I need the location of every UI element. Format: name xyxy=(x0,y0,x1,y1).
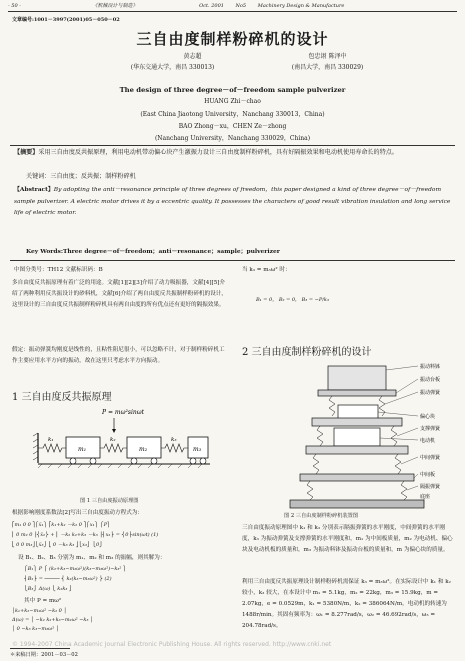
label-support-spring: 支撑弹簧 xyxy=(420,426,441,432)
keywords-cn-label: 关键词： xyxy=(26,173,51,180)
figure-2-diagram xyxy=(246,360,458,510)
spring-k2-label: k₂ xyxy=(110,437,116,443)
spring-k2 xyxy=(100,444,127,452)
equation-4: B₁ = 0， B₂ = 0， B₃ = −P/k₃ xyxy=(256,297,329,303)
base xyxy=(290,500,424,508)
label-middle-spring: 中间弹簧 xyxy=(420,455,441,461)
rollers xyxy=(70,458,206,464)
abstract-en xyxy=(14,184,452,220)
right-column-paragraph-2: 利用三自由度反共振原理设计制样粉碎机需保证 k₃ = m₃ω²。在实际设计中 k₁ 和 k₂ 较小，k₃ 较大，在本设计中 m₁ = 5.1kg，m₂ = 22kg，m₃ = 15.9kg，m = 2.07kg，e = 0.0529m，k₁ = 5380N/m，k₂ = 386064N/m，电动机的转速为1488r/min。其固有频率为：ω₁ = 8.277rad/s，ω₂ = 46.692rad/s，ω₃ = 204.78rad/s。 xyxy=(242,579,451,629)
keywords-en-label: Key Words: xyxy=(26,248,63,255)
figure-1-caption: 图 1 三自由度振动原理图 xyxy=(80,498,139,504)
mass-m3-label: m₃ xyxy=(193,446,202,453)
label-middle-plate: 中间板 xyxy=(420,472,436,478)
assumption-paragraph: 假定：振动弹簧均刚度是线性的，且粘性阻尼很小，可以忽略不计，对于制样粉碎机工作主要应用水平方向的振动，故在这里只考虑水平方向振动。 xyxy=(12,347,225,364)
running-header xyxy=(8,2,457,9)
isolation-springs xyxy=(307,481,407,500)
label-vibration-spring: 振动弹簧 xyxy=(420,390,441,396)
affil-en-2: (Nanchang University，Nanchang 330029，China) xyxy=(154,135,311,142)
equation-3-row-2: Δ(ω) = │ −k₂ k₂+k₃−m₂ω² −k₃ │ xyxy=(12,617,94,623)
mass-m2-label: m₂ xyxy=(139,446,148,453)
abstract-cn xyxy=(14,147,452,159)
equation-3-row-1: │k₁+k₂−m₁ω² −k₂ 0 │ xyxy=(12,608,67,614)
abstract-cn-text: 采用三自由度反共振原理，利用电动机带动偏心块产生激振力设计三自由度制样粉碎机，具有好隔振效果和电动机使用寿命长的特点。 xyxy=(38,149,398,156)
affil-en-1: (East China Jiaotong University，Nanchang 330013，China) xyxy=(140,111,325,118)
article-number: 文章编号:1001－3997(2001)05－050－02 xyxy=(12,17,120,23)
electric-motor xyxy=(334,428,380,446)
journal-title-en: Machinery Design & Manufacture xyxy=(257,3,345,9)
abstract-en-label: 【Abstract】 xyxy=(14,186,54,193)
solution-intro: 设 B₁、B₂、B₃ 分别为 m₁、m₂ 和 m₃ 的振幅，则其解为： xyxy=(18,555,166,561)
classification-number: 中图分类号：TH12 文献标识码：B xyxy=(14,267,103,273)
footnote-rule xyxy=(10,648,70,649)
condition-text: 当 k₃ = m₃ω² 时： xyxy=(242,267,291,273)
right-column-paragraph-1: 三自由度振动原理图中 k₁ 和 k₃ 分别表示隔振弹簧的水平刚度，中间弹簧的水平刚度，k₃ 为振动弹簧及支撑弹簧的水平刚度和，m₁ 为中间板质量，m₂ 为电动机、偏心块及电动机板的质量和，m₃ 为振动料钵及振动台板的质量和，m 为偏心块的质量。 xyxy=(242,525,453,553)
label-motor: 电动机 xyxy=(420,438,436,444)
journal-title-cn: 《机械设计与制造》 xyxy=(92,3,138,9)
intro-paragraph: 多自由度反共振原理有着广泛的用途。文献[1][2][3]介绍了动力吸振器，文献[4][5]介绍了两种利用反共振设计的砂料机，文献[6]介绍了两自由度反共振制样粉碎机的设计，这里设计的三自由度反共振制样粉碎机具有两自由度的所有优点还有更好的隔振效果。 xyxy=(12,280,227,308)
spring-k3 xyxy=(161,444,188,452)
spring-k3-label: k₃ xyxy=(171,437,177,443)
equation-1-row-2: ⎢ 0 m₂ 0 ⎥⎨ẍ₂⎬ + ⎢ －k₂ k₂+k₃ －k₃ ⎥⎨x₂⎬ = ⎨0⎬sin(ωt) (1) xyxy=(12,532,159,538)
middle-plate xyxy=(300,474,414,481)
issue-number: No5 xyxy=(235,3,247,9)
equation-3-row-3: │ 0 −k₃ k₃−m₃ω² │ xyxy=(12,626,59,632)
where-clause: 其中 P = mω² xyxy=(24,598,62,604)
ground-hatching xyxy=(38,464,202,468)
paper-title-en: The design of three degree－of－freedom sample pulverizer xyxy=(119,86,346,94)
affil-cn-1: (华东交通大学，南昌 330013) xyxy=(130,64,215,71)
motor-plate xyxy=(306,446,408,454)
authors-cn-1: 黄志超 xyxy=(183,53,202,60)
spring-k1 xyxy=(38,444,66,452)
section-2-heading: 2 三自由度制样粉碎机的设计 xyxy=(242,347,372,358)
vibration-table xyxy=(318,390,396,396)
force-arrow-head xyxy=(112,429,116,433)
middle-springs xyxy=(313,454,401,474)
author-en-2: BAO Zhong－xu，CHEN Ze－zhong xyxy=(178,123,287,130)
received-date: ＊来稿日期：2001－03－02 xyxy=(10,652,78,658)
keywords-cn-text: 三自由度；反共振；制样粉碎机 xyxy=(50,173,136,180)
figure-2-caption: 图 2 三自由度制样粉碎机装置图 xyxy=(284,513,359,519)
copyright-stamp: © 1994-2007 China Academic Journal Electronic Publishing House. All rights reserved. http://www.cnki.net xyxy=(12,641,332,648)
issue-date: Oct. 2001 xyxy=(199,3,224,9)
mass-m1-label: m₁ xyxy=(78,446,87,453)
label-eccentric-block: 偏心块 xyxy=(420,414,436,420)
section-1-heading: 1 三自由度反共振原理 xyxy=(12,392,112,403)
abstract-en-text: By adopting the anti－resonance principle of three degrees of freedom，this paper designed a kind of three degree－of－freedom sample pulverizer. A electric motor drives it by a eccentric quality. It possesses the characters of good result vibration insulation and long service life of electric motor. xyxy=(14,187,451,216)
equation-2-row-1: ⎧B₁⎫ P ⎧ (k₂+k₃−m₂ω²)(k₃−m₃ω²)−k₃² ⎫ xyxy=(24,566,127,572)
equation-1-row-3: ⎣ 0 0 m₃⎦⎩ẍ₃⎭ ⎣ 0 －k₃ k₃ ⎦⎩x₃⎭ ⎩0⎭ xyxy=(12,542,103,548)
support-plate xyxy=(312,418,402,426)
author-en-1: HUANG Zhi－chao xyxy=(204,98,261,105)
vibration-bowl xyxy=(328,366,386,390)
figure-1-diagram xyxy=(30,403,210,495)
keywords-en xyxy=(26,246,451,259)
spring-k1-label: k₁ xyxy=(48,437,54,443)
affil-cn-2: (南昌大学，南昌 330029) xyxy=(291,64,364,71)
excitation-force-label: P = mω²sinωt xyxy=(102,409,145,416)
label-vibration-bowl: 振动料钵 xyxy=(420,364,441,370)
wall-hatching xyxy=(33,433,38,460)
keywords-en-text: Three degree－of－freedom；anti－resonance；sample；pulverizer xyxy=(63,248,280,255)
figure-2-labels xyxy=(420,363,441,500)
authors-cn-2: 包忠诩 陈泽中 xyxy=(308,53,347,60)
equation-intro: 根据影响刚度系数法[2]写出三自由度振动方程式为： xyxy=(12,510,143,516)
label-vibration-table: 振动台板 xyxy=(420,377,441,383)
label-base: 底座 xyxy=(420,494,431,500)
equation-2-row-2: ⎨B₂⎬ = ───── ⎨ k₂(k₃−m₃ω²) ⎬ (2) xyxy=(24,576,112,582)
equation-2-row-3: ⎩B₃⎭ Δ(ω) ⎩ k₂k₃ ⎭ xyxy=(24,586,73,592)
paper-title-cn: 三自由度制样粉碎机的设计 xyxy=(136,30,329,48)
page-number: - 50 - xyxy=(8,3,21,9)
keywords-cn xyxy=(26,171,451,183)
header-rule xyxy=(8,11,457,12)
abstract-cn-label: 【摘要】 xyxy=(14,149,39,156)
label-isolation-spring: 隔振弹簧 xyxy=(420,484,441,490)
equation-1-row-1: ⎡m₁ 0 0 ⎤⎧ẍ₁⎫ ⎡k₁+k₂ －k₂ 0 ⎤⎧x₁⎫ ⎧P⎫ xyxy=(12,522,111,528)
